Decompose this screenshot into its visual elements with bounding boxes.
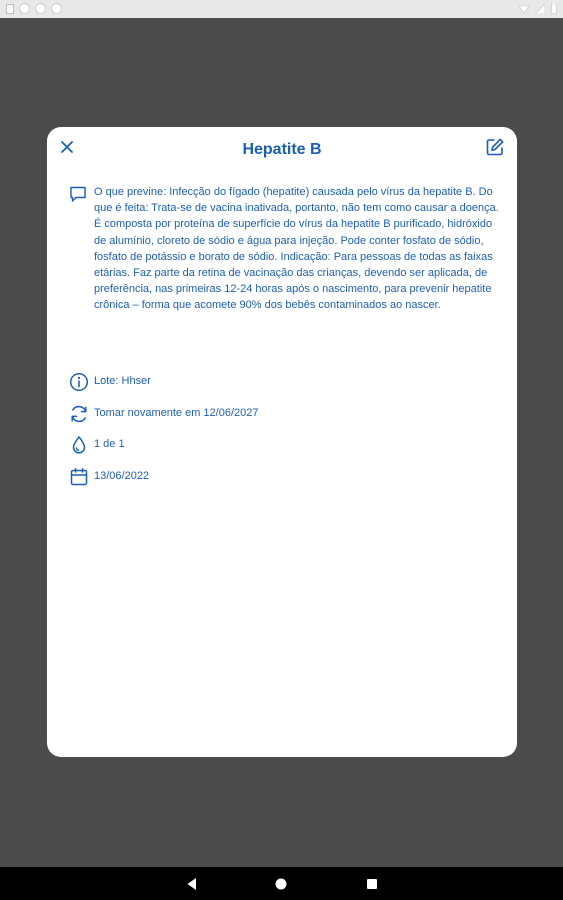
status-bar [0,0,563,18]
dialog-header [47,127,517,177]
next-dose-row [69,404,489,424]
date-text: 13/06/2022 [94,470,150,482]
back-icon[interactable] [183,875,201,893]
next-dose-text: Tomar novamente em 12/06/2027 [94,407,259,419]
home-icon[interactable] [272,875,290,893]
dialog-title: Hepatite B [242,141,322,158]
vaccine-detail-dialog [47,127,517,757]
refresh-icon [69,404,89,424]
notification-icon [19,3,30,14]
edit-icon[interactable] [485,137,505,157]
calendar-icon [69,467,89,487]
notification-icon [6,4,14,14]
signal-icon [535,4,545,14]
status-system-icons [519,3,557,14]
lot-text: Lote: Hhser [94,375,151,387]
status-notifications [6,3,62,14]
notification-icon [51,3,62,14]
navigation-bar [0,867,563,900]
lot-row [69,372,489,392]
wifi-icon [519,4,529,14]
drop-icon [69,435,89,455]
battery-icon [551,3,557,14]
info-icon [69,372,89,392]
notification-icon [35,3,46,14]
recents-icon[interactable] [363,875,381,893]
vaccine-description: O que previne: Infecção do fígado (hepatite) causada pelo vírus da hepatite B. Do que é feita: Trata-se de vacina inativada, portanto, não tem como causar a doença. É composta por proteína de superfície do vírus da hepatite B purificado, hidróxido de alumínio, cloreto de sódio e água para injeção. Pode conter fosfato de sódio, fosfato de potássio e borato de sódio. Indicação: Para pessoas de todas as faixas etárias. Faz parte da retina de vacinação das crianças, devendo ser aplicada, de preferência, nas primeiras 12-24 horas após o nascimento, para prevenir hepatite crônica – forma que acomete 90% dos bebês contaminados ao nascer. [94,186,499,312]
dose-row [69,435,489,455]
date-row [69,467,489,487]
dose-text: 1 de 1 [94,438,125,450]
comment-icon [69,185,87,203]
